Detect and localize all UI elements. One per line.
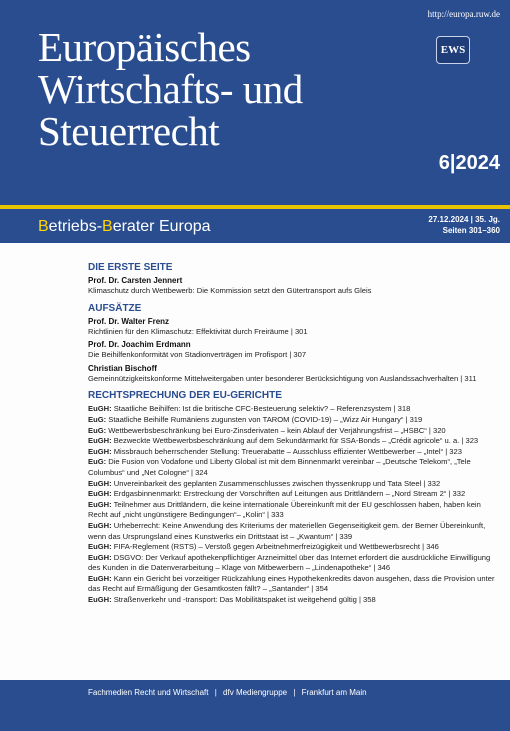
publisher-city: Frankfurt am Main <box>301 688 367 697</box>
article-title: Gemeinnützigkeitskonforme Mittelweitergaben unter besonderer Berücksichtigung von Auslandssachverhalten | 311 <box>88 373 477 383</box>
section-heading-aufsaetze: AUFSÄTZE <box>88 302 142 314</box>
article-title: Klimaschutz durch Wettbewerb: Die Kommission setzt den Gütertransport aufs Gleis <box>88 286 372 295</box>
case-title: Erdgasbinnenmarkt: Erstreckung der Vorschriften auf Leitungen aus Drittländern – „Nord Stream 2“ | 332 <box>111 489 466 499</box>
case-entry[interactable] <box>88 436 498 447</box>
author: Prof. Dr. Carsten Jennert <box>88 276 183 285</box>
case-title: Missbrauch beherrschender Stellung: Treuerabatte – Ausschluss effizienter Wettbewerber – „Intel“ | 323 <box>111 446 462 456</box>
brand-part-1: etriebs- <box>48 218 103 235</box>
cover-header <box>0 0 510 205</box>
court-name: EuGH: <box>88 542 112 552</box>
list-item[interactable] <box>88 317 498 338</box>
article-title: Die Beihilfenkonformität von Stadionverträgen im Profisport | 307 <box>88 350 307 360</box>
case-title: Wettbewerbsbeschränkung bei Euro-Zinsderivaten – kein Ablauf der Verjährungsfrist – „HSBC“ | 320 <box>106 425 446 435</box>
case-title: FIFA-Reglement (RSTS) – Verstoß gegen Arbeitnehmerfreizügigkeit und Wettbewerbsrecht | 346 <box>111 542 439 552</box>
case-title: DSGVO: Der Verkauf apothekenpflichtiger Arzneimittel über das Internet erfordert die ausdrückliche Einwilligung des Kunden in die Datenverarbeitung – Klage von Mitbewerbern – „Lindenapotheke“ | 346 <box>88 552 491 573</box>
court-name: EuG: <box>88 425 107 435</box>
case-title: Kann ein Gericht bei vorzeitiger Rückzahlung eines Hypothekenkredits davon ausgehen, dass die Provision unter das Recht auf Ermäßigung der Gesamtkosten fällt? – „Santander“ | 354 <box>88 573 495 594</box>
court-name: EuGH: <box>88 404 112 414</box>
case-title: Urheberrecht: Keine Anwendung des Kriteriums der materiellen Gegenseitigkeit gem. der Berner Übereinkunft, wenn das Ursprungsland eines Kunstwerks ein Drittstaat ist – „Kwantum“ | 339 <box>88 520 486 541</box>
issue-number: 6|2024 <box>438 152 500 174</box>
list-item[interactable] <box>88 364 498 385</box>
case-entry[interactable] <box>88 447 498 458</box>
court-name: EuGH: <box>88 552 112 562</box>
case-entry[interactable] <box>88 542 498 553</box>
list-item[interactable] <box>88 340 498 361</box>
article-title: Richtlinien für den Klimaschutz: Effektivität durch Freiräume | 301 <box>88 326 308 336</box>
brand-band <box>0 205 510 243</box>
court-name: EuG: <box>88 457 107 467</box>
publisher-group: dfv Mediengruppe <box>223 688 288 697</box>
case-title: Teilnehmer aus Drittländern, die keine internationale Übereinkunft mit der EU geschlossen haben, haben kein Recht auf „nicht ungünstigere Bedingungen“– „Kolin“ | 333 <box>88 499 481 520</box>
journal-title: Europäisches Wirtschafts- und Steuerrecht <box>38 24 303 154</box>
footer-separator: | <box>293 688 296 697</box>
journal-url[interactable]: http://europa.ruw.de <box>427 9 500 19</box>
court-name: EuGH: <box>88 478 112 488</box>
brand-part-2: erater Europa <box>112 218 211 235</box>
brand-letter-b: B <box>38 218 49 235</box>
section-heading-rechtsprechung: RECHTSPRECHUNG DER EU-GERICHTE <box>88 390 282 402</box>
case-entry[interactable] <box>88 404 498 415</box>
case-entry[interactable] <box>88 500 498 521</box>
court-name: EuGH: <box>88 573 112 583</box>
case-list <box>88 404 498 605</box>
list-item[interactable] <box>88 276 498 297</box>
case-entry[interactable] <box>88 521 498 542</box>
court-name: EuGH: <box>88 436 112 446</box>
footer-separator: | <box>214 688 217 697</box>
case-entry[interactable] <box>88 479 498 490</box>
court-name: EuGH: <box>88 499 112 509</box>
issue-date: 27.12.2024 | 35. Jg. <box>428 215 500 224</box>
author: Prof. Dr. Joachim Erdmann <box>88 340 191 350</box>
case-entry[interactable] <box>88 489 498 500</box>
ews-logo: EWS <box>436 36 470 64</box>
author: Christian Bischoff <box>88 363 157 373</box>
case-entry[interactable] <box>88 595 498 606</box>
case-title: Die Fusion von Vodafone und Liberty Global ist mit dem Binnenmarkt vereinbar – „Deutsche Telekom“, „Tele Columbus“ und „Net Cologne“ | 324 <box>88 457 471 477</box>
issue-pages: Seiten 301–360 <box>442 226 500 235</box>
case-title: Staatliche Beihilfe Rumäniens zugunsten von TAROM (COVID-19) – „Wizz Air Hungary“ | 319 <box>106 414 423 424</box>
court-name: EuGH: <box>88 520 112 530</box>
case-entry[interactable] <box>88 415 498 426</box>
court-name: EuGH: <box>88 446 112 456</box>
publisher-line <box>86 688 369 697</box>
issue-dateline <box>428 214 500 236</box>
case-entry[interactable] <box>88 574 498 595</box>
brand-letter-b2: B <box>102 218 113 235</box>
cover-footer <box>0 680 510 731</box>
case-entry[interactable] <box>88 553 498 574</box>
table-of-contents <box>88 262 498 606</box>
author: Prof. Dr. Walter Frenz <box>88 316 170 326</box>
case-title: Unvereinbarkeit des geplanten Zusammenschlusses zwischen thyssenkrupp und Tata Steel | 332 <box>111 478 441 488</box>
brand-name <box>38 218 211 236</box>
section-heading-erste-seite: DIE ERSTE SEITE <box>88 262 173 273</box>
case-title: Staatliche Beihilfen: Ist die britische CFC-Besteuerung selektiv? – Referenzsystem | 318 <box>111 404 411 414</box>
publisher-name: Fachmedien Recht und Wirtschaft <box>88 688 209 697</box>
case-entry[interactable] <box>88 457 498 478</box>
case-title: Straßenverkehr und -transport: Das Mobilitätspaket ist weitgehend gültig | 358 <box>111 595 376 605</box>
court-name: EuGH: <box>88 489 112 499</box>
court-name: EuGH: <box>88 595 112 605</box>
case-entry[interactable] <box>88 426 498 437</box>
case-title: Bezweckte Wettbewerbsbeschränkung auf dem Sekundärmarkt für SSA-Bonds – „Crédit agricole“ u. a. | 323 <box>111 436 479 446</box>
court-name: EuG: <box>88 414 107 424</box>
